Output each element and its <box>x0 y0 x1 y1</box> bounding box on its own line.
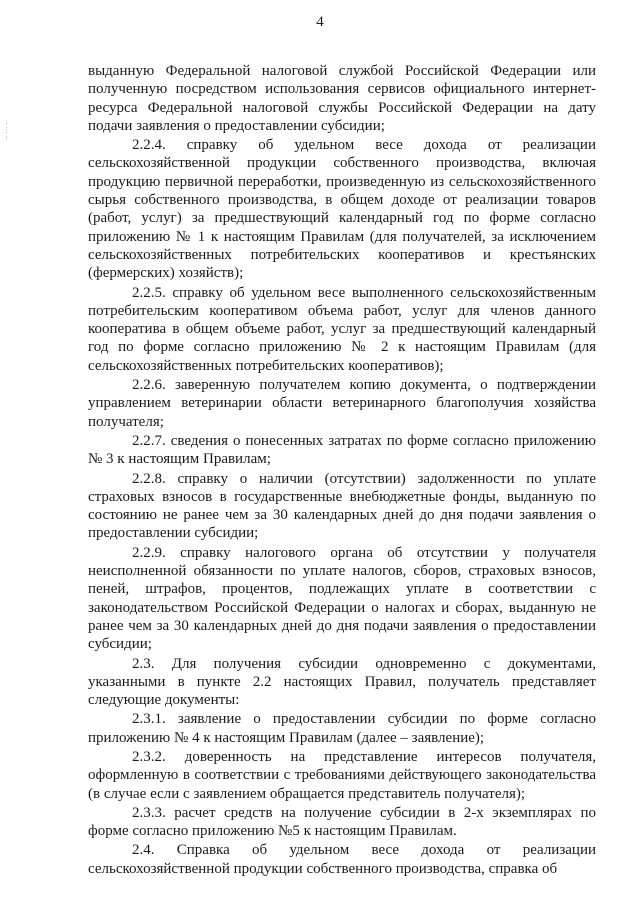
paragraph-2-2-7: 2.2.7. сведения о понесенных затратах по форме согласно приложению № 3 к настоящим Правилам; <box>88 432 596 468</box>
paragraph-2-3-3: 2.3.3. расчет средств на получение субсидии в 2-х экземплярах по форме согласно приложению №5 к настоящим Правилам. <box>88 804 596 840</box>
paragraph-2-2-5: 2.2.5. справку об удельном весе выполненного сельскохозяйственным потребительским кооперативом объема работ, услуг для членов данного кооператива в общем объеме работ, услуг за предшествующий календарный год по форме согласно приложению № 2 к настоящим Правилам (для сельскохозяйственных потребительских кооперативов); <box>88 284 596 374</box>
paragraph-continuation: выданную Федеральной налоговой службой Российской Федерации или полученную посредством использования сервисов официального интернет-ресурса Федеральной налоговой службы Российской Федерации на дату подачи заявления о предоставлении субсидии; <box>88 63 596 134</box>
page-number: 4 <box>316 14 324 30</box>
paragraph-2-3-1: 2.3.1. заявление о предоставлении субсидии по форме согласно приложению № 4 к настоящим Правилам (далее – заявление); <box>88 711 596 746</box>
paragraph-2-3: 2.3. Для получения субсидии одновременно с документами, указанными в пункте 2.2 настоящих Правил, получатель представляет следующие документы: <box>88 655 596 709</box>
margin-mark: ·· ··· ·· <box>2 120 10 140</box>
paragraph-2-3-2: 2.3.2. доверенность на представление интересов получателя, оформленную в соответствии с требованиями действующего законодательства (в случае если с заявлением обращается представитель получателя); <box>88 748 596 802</box>
paragraph-2-2-4: 2.2.4. справку об удельном весе дохода от реализации сельскохозяйственной продукции собственного производства, включая продукцию первичной переработки, произведенную из сельскохозяйственного сырья собственного производства, в общем доходе от реализации товаров (работ, услуг) за предшествующий календарный год по форме согласно приложению № 1 к настоящим Правилам (для получателей, за исключением сельскохозяйственных потребительских кооперативов и крестьянских (фермерских) хозяйств); <box>88 137 596 282</box>
document-body <box>88 62 596 878</box>
paragraph-2-2-9: 2.2.9. справку налогового органа об отсутствии у получателя неисполненной обязанности по уплате налогов, сборов, страховых взносов, пеней, штрафов, процентов, подлежащих уплате в соответствии с законодательством Российской Федерации о налогах и сборах, выданную не ранее чем за 30 календарных дней до дня подачи заявления о предоставлении субсидии; <box>88 544 596 653</box>
paragraph-2-2-6: 2.2.6. заверенную получателем копию документа, о подтверждении управлением ветеринарии области ветеринарного благополучия хозяйства получателя; <box>88 377 596 430</box>
paragraph-2-2-8: 2.2.8. справку о наличии (отсутствии) задолженности по уплате страховых взносов в государственные внебюджетные фонды, выданную по состоянию не ранее чем за 30 календарных дней до дня подачи заявления о предоставлении субсидии; <box>88 470 596 542</box>
paragraph-2-4: 2.4. Справка об удельном весе дохода от реализации сельскохозяйственной продукции собственного производства, справка об <box>88 842 596 877</box>
